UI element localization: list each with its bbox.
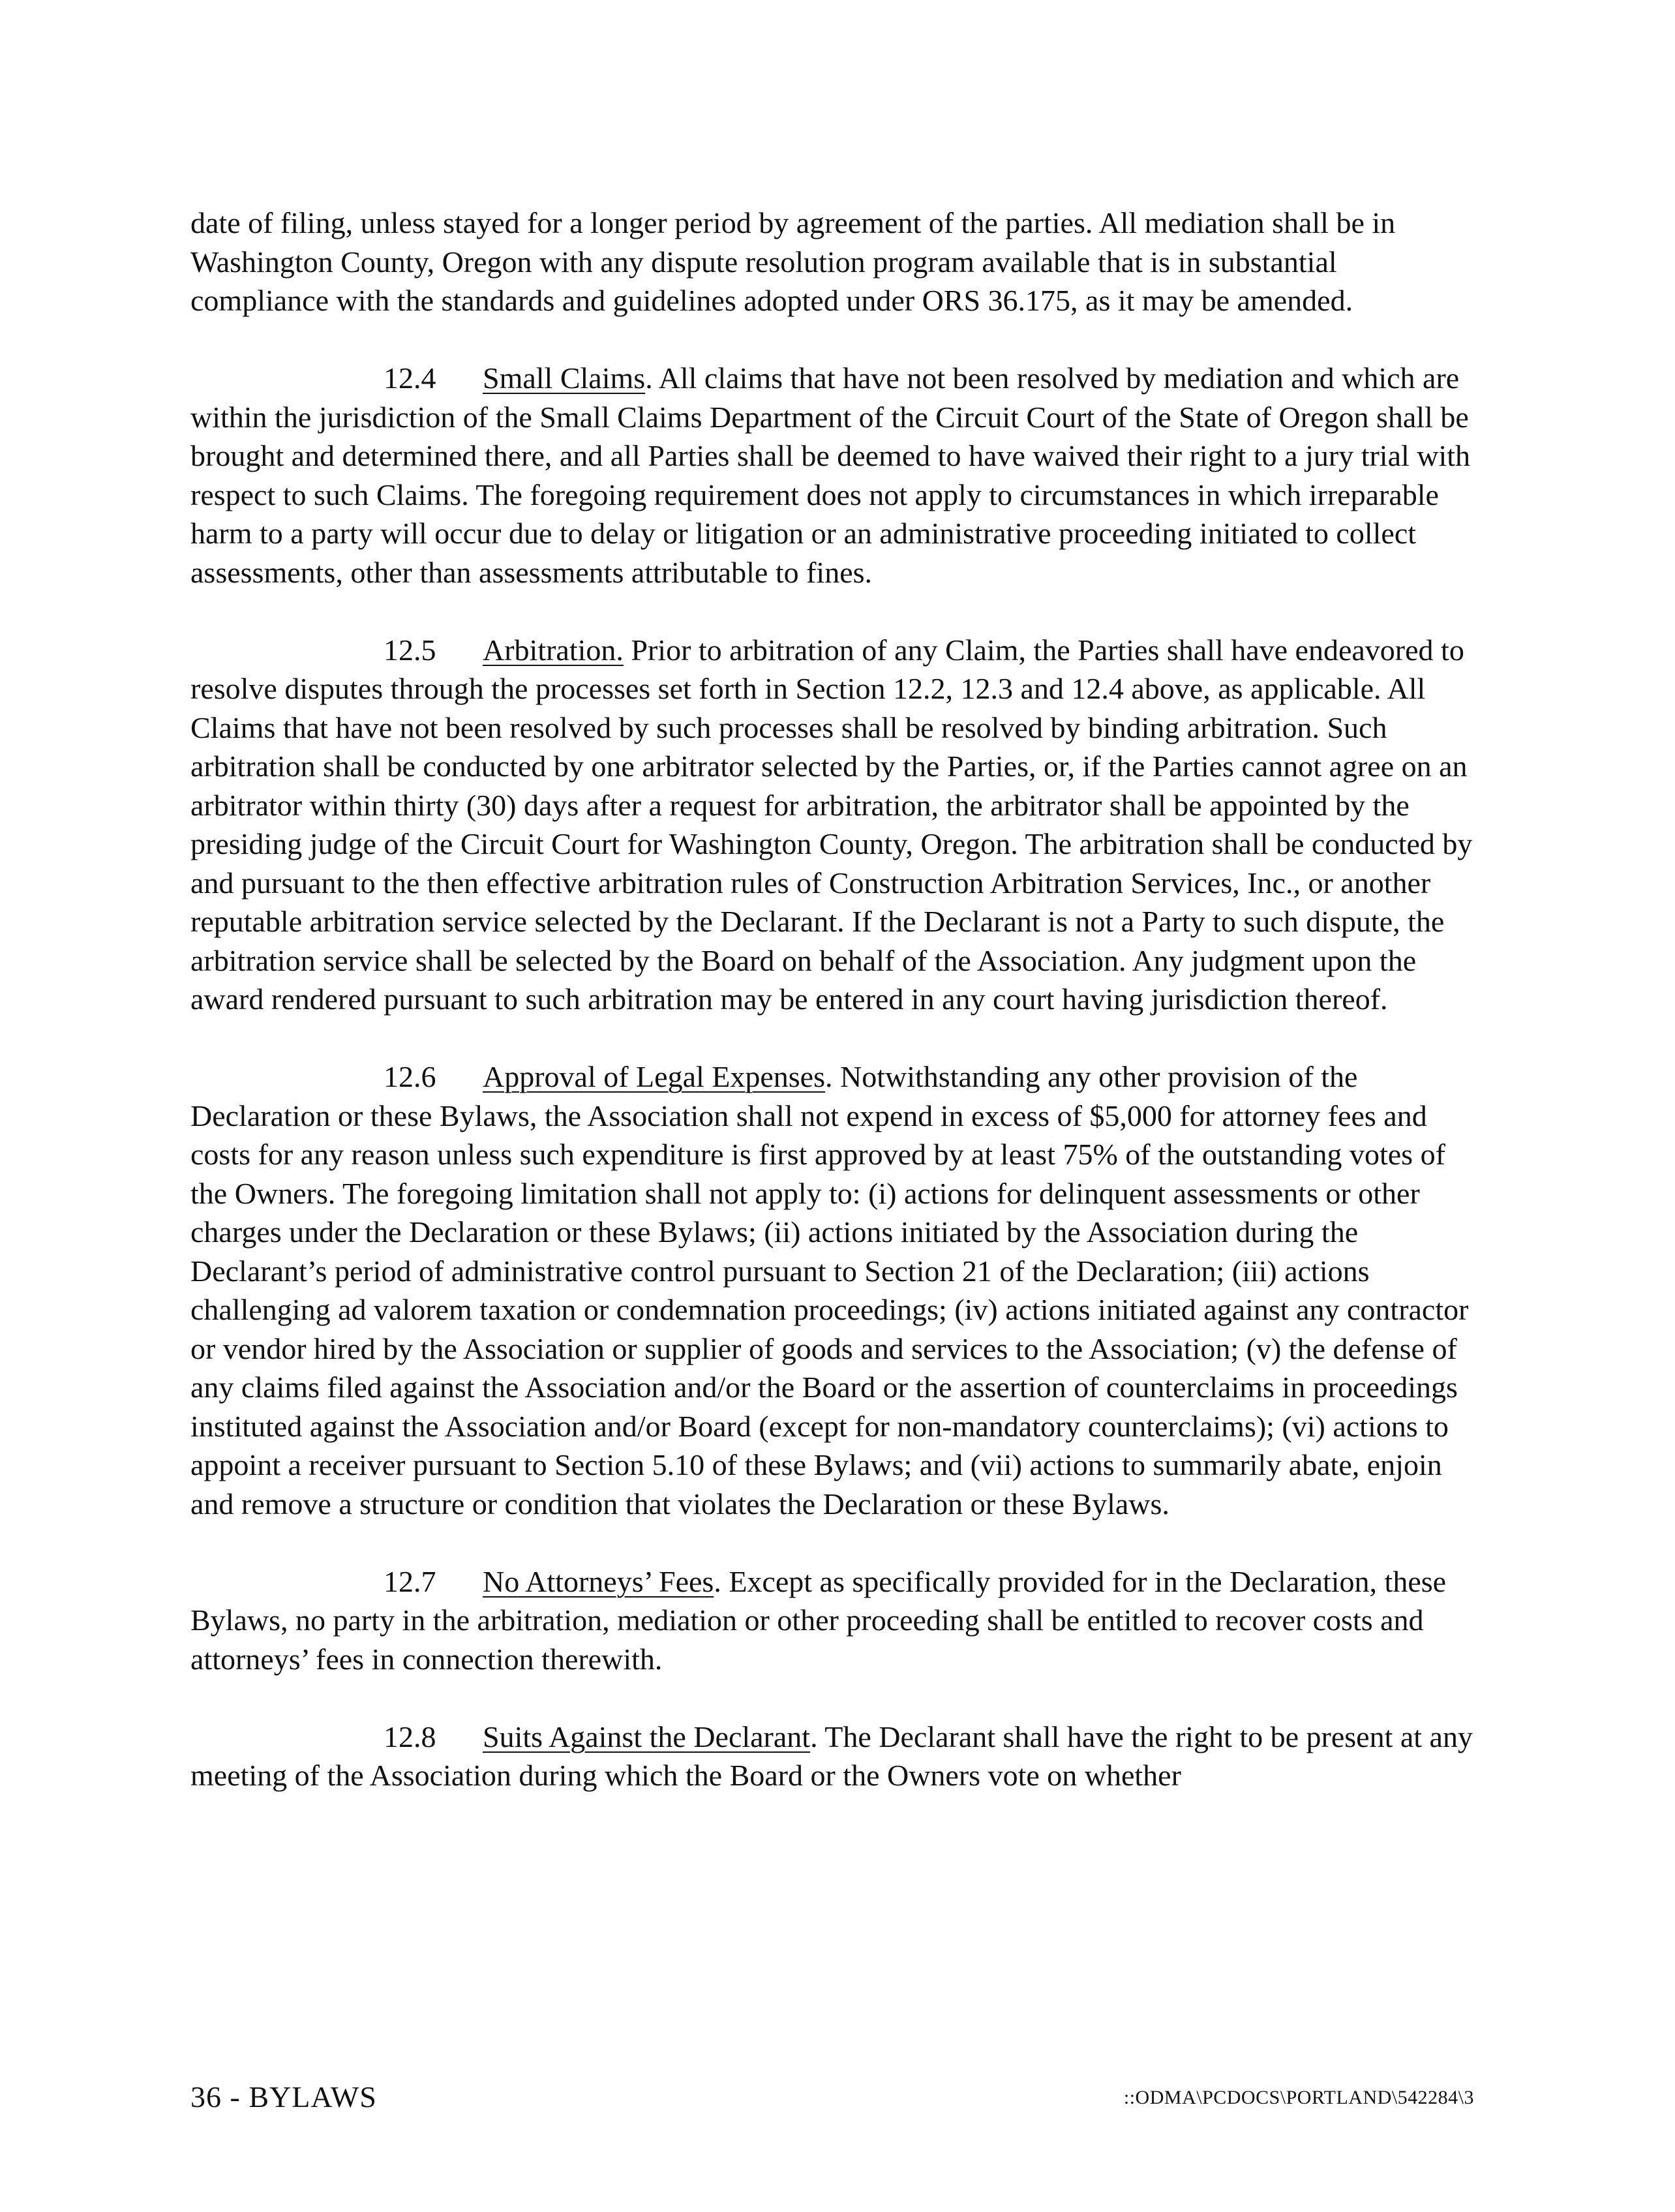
section-text: Prior to arbitration of any Claim, the Parties shall have endeavored to resolve disputes through the processes set forth in Section 12.2, 12.3 and 12.4 above, as applicable. All Claims that have not been resolved by such processes shall be resolved by binding arbitration. Such arbitration shall be conducted by one arbitrator selected by the Parties, or, if the Parties cannot agree on an arbitrator within thirty (30) days after a request for arbitration, the arbitrator shall be appointed by the presiding judge of the Circuit Court for Washington County, Oregon. The arbitration shall be conducted by and pursuant to the then effective arbitration rules of Construction Arbitration Services, Inc., or another reputable arbitration service selected by the Declarant. If the Declarant is not a Party to such dispute, the arbitration service shall be selected by the Board on behalf of the Association. Any judgment upon the award rendered pursuant to such arbitration may be entered in any court having jurisdiction thereof.	[190, 633, 1473, 1016]
section-12-4	[190, 359, 1482, 592]
section-number: 12.6	[384, 1060, 436, 1093]
section-heading-punct: .	[825, 1060, 833, 1093]
section-number: 12.8	[384, 1720, 436, 1753]
section-heading-punct: .	[810, 1720, 818, 1753]
section-heading: Arbitration.	[483, 633, 624, 667]
section-text: Except as specifically provided for in the Declaration, these Bylaws, no party in the arbitration, mediation or other proceeding shall be entitled to recover costs and attorneys’ fees in connection therewith.	[190, 1564, 1447, 1676]
section-heading-punct: .	[714, 1564, 721, 1598]
section-text: The Declarant shall have the right to be present at any meeting of the Association during which the Board or the Owners vote on whether	[190, 1720, 1473, 1792]
section-12-7	[190, 1562, 1482, 1679]
section-number: 12.4	[384, 361, 436, 395]
section-heading: Small Claims	[483, 361, 646, 395]
document-body	[190, 204, 1482, 1834]
section-12-8	[190, 1718, 1482, 1795]
continuation-paragraph: date of filing, unless stayed for a longer period by agreement of the parties. All mediation shall be in Washington County, Oregon with any dispute resolution program available that is in substantial compliance with the standards and guidelines adopted under ORS 36.175, as it may be amended.	[190, 206, 1396, 317]
section-heading-punct: .	[645, 361, 653, 395]
section-text: Notwithstanding any other provision of the Declaration or these Bylaws, the Association shall not expend in excess of $5,000 for attorney fees and costs for any reason unless such expenditure is first approved by at least 75% of the outstanding votes of the Owners. The foregoing limitation shall not apply to: (i) actions for delinquent assessments or other charges under the Declaration or these Bylaws; (ii) actions initiated by the Association during the Declarant’s period of administrative control pursuant to Section 21 of the Declaration; (iii) actions challenging ad valorem taxation or condemnation proceedings; (iv) actions initiated against any contractor or vendor hired by the Association or supplier of goods and services to the Association; (v) the defense of any claims filed against the Association and/or the Board or the assertion of counterclaims in proceedings instituted against the Association and/or Board (except for non-mandatory counterclaims); (vi) actions to appoint a receiver pursuant to Section 5.10 of these Bylaws; and (vii) actions to summarily abate, enjoin and remove a structure or condition that violates the Declaration or these Bylaws.	[190, 1060, 1469, 1521]
section-heading: Approval of Legal Expenses	[483, 1060, 826, 1093]
footer-document-path: ::ODMA\PCDOCS\PORTLAND\542284\3	[1123, 2087, 1474, 2108]
section-heading: Suits Against the Declarant	[483, 1720, 811, 1753]
section-12-6	[190, 1057, 1482, 1523]
section-number: 12.5	[384, 633, 436, 667]
footer-page-label: 36 - BYLAWS	[190, 2080, 377, 2114]
section-number: 12.7	[384, 1564, 436, 1598]
section-heading: No Attorneys’ Fees	[483, 1564, 714, 1598]
section-text: All claims that have not been resolved by mediation and which are within the jurisdiction of the Small Claims Department of the Circuit Court of the State of Oregon shall be brought and determined there, and all Parties shall be deemed to have waived their right to a jury trial with respect to such Claims. The foregoing requirement does not apply to circumstances in which irreparable harm to a party will occur due to delay or litigation or an administrative proceeding initiated to collect assessments, other than assessments attributable to fines.	[190, 361, 1471, 589]
section-12-5	[190, 631, 1482, 1019]
